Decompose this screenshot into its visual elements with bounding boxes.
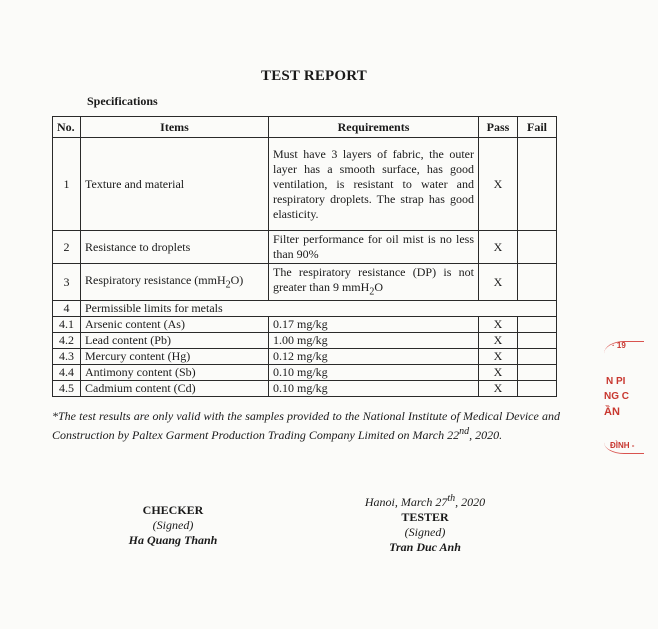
requirement-subscript: 2 [369,286,375,298]
row-item: Lead content (Pb) [81,333,269,349]
row-requirement: 1.00 mg/kg [269,333,479,349]
tester-role: TESTER [401,510,449,524]
row-number: 4 [53,301,81,317]
row-requirement: 0.17 mg/kg [269,317,479,333]
table-row [53,381,557,397]
tester-signature-block [340,491,510,555]
tester-signed: (Signed) [404,525,446,539]
row-pass: X [479,317,518,333]
header-requirements: Requirements [269,117,479,138]
row-pass: X [479,333,518,349]
table-row [53,138,557,231]
row-item [81,264,269,301]
red-seal-stamp [598,335,658,465]
row-item: Mercury content (Hg) [81,349,269,365]
table-row [53,365,557,381]
row-fail [518,264,557,301]
header-no: No. [53,117,81,138]
row-item: Arsenic content (As) [81,317,269,333]
table-row [53,264,557,301]
item-text: Respiratory resistance (mmH [85,272,226,287]
checker-name: Ha Quang Thanh [128,533,218,547]
table-row [53,317,557,333]
row-requirement: 0.10 mg/kg [269,381,479,397]
row-pass: X [479,381,518,397]
row-fail [518,317,557,333]
checker-signature-block [108,503,238,548]
table-row-group [53,301,557,317]
header-pass: Pass [479,117,518,138]
row-fail [518,231,557,264]
row-number: 4.1 [53,317,81,333]
row-pass: X [479,349,518,365]
table-row [53,333,557,349]
table-header-row [53,117,557,138]
row-item: Resistance to droplets [81,231,269,264]
row-requirement: 0.10 mg/kg [269,365,479,381]
header-items: Items [81,117,269,138]
table-row [53,231,557,264]
table-row [53,349,557,365]
row-number: 4.4 [53,365,81,381]
row-pass: X [479,264,518,301]
note-text-tail: , 2020. [469,428,503,442]
row-pass: X [479,138,518,231]
row-fail [518,349,557,365]
stamp-text: ẦN [604,406,620,418]
requirement-text: The respiratory resistance (DP) is not greater than 9 mmH [273,265,474,294]
specifications-table [52,116,557,397]
section-heading: Specifications [87,94,158,108]
row-requirement: Must have 3 layers of fabric, the outer layer has a smooth surface, has good ventilation, is resistant to water and respiratory droplets. The strap has good elasticity. [269,138,479,231]
row-requirement: Filter performance for oil mist is no less than 90% [269,231,479,264]
stamp-text: NG C [604,391,629,402]
place-date-tail: , 2020 [455,495,486,509]
row-number: 4.5 [53,381,81,397]
stamp-text: N PI [606,376,626,387]
stamp-text: ĐÌNH - [610,441,635,450]
row-fail [518,381,557,397]
row-item: Antimony content (Sb) [81,365,269,381]
note-superscript: nd [459,426,470,437]
validity-note [52,409,560,443]
row-fail [518,333,557,349]
row-number: 1 [53,138,81,231]
row-fail [518,138,557,231]
row-number: 4.2 [53,333,81,349]
header-fail: Fail [518,117,557,138]
place-date-superscript: th [447,493,456,504]
row-number: 3 [53,264,81,301]
row-item: Texture and material [81,138,269,231]
row-requirement: 0.12 mg/kg [269,349,479,365]
tester-name: Tran Duc Anh [389,540,461,554]
stamp-text: · 19 [612,341,626,350]
checker-signed: (Signed) [152,518,194,532]
row-number: 2 [53,231,81,264]
item-text-tail: O) [230,272,244,287]
item-subscript: 2 [225,278,231,290]
place-date-text: Hanoi, March 27 [364,495,448,509]
row-pass: X [479,365,518,381]
row-group-label: Permissible limits for metals [81,301,557,317]
requirement-text-tail: O [374,280,383,294]
row-item: Cadmium content (Cd) [81,381,269,397]
note-text: *The test results are only valid with the samples provided to the National Institute of Medical Device and Construction by Paltex Garment Production Trading Company Limited on March 22 [52,409,560,442]
row-fail [518,365,557,381]
row-number: 4.3 [53,349,81,365]
place-date [340,491,510,510]
row-requirement [269,264,479,301]
checker-role: CHECKER [142,503,204,517]
row-pass: X [479,231,518,264]
report-title: TEST REPORT [260,68,367,84]
